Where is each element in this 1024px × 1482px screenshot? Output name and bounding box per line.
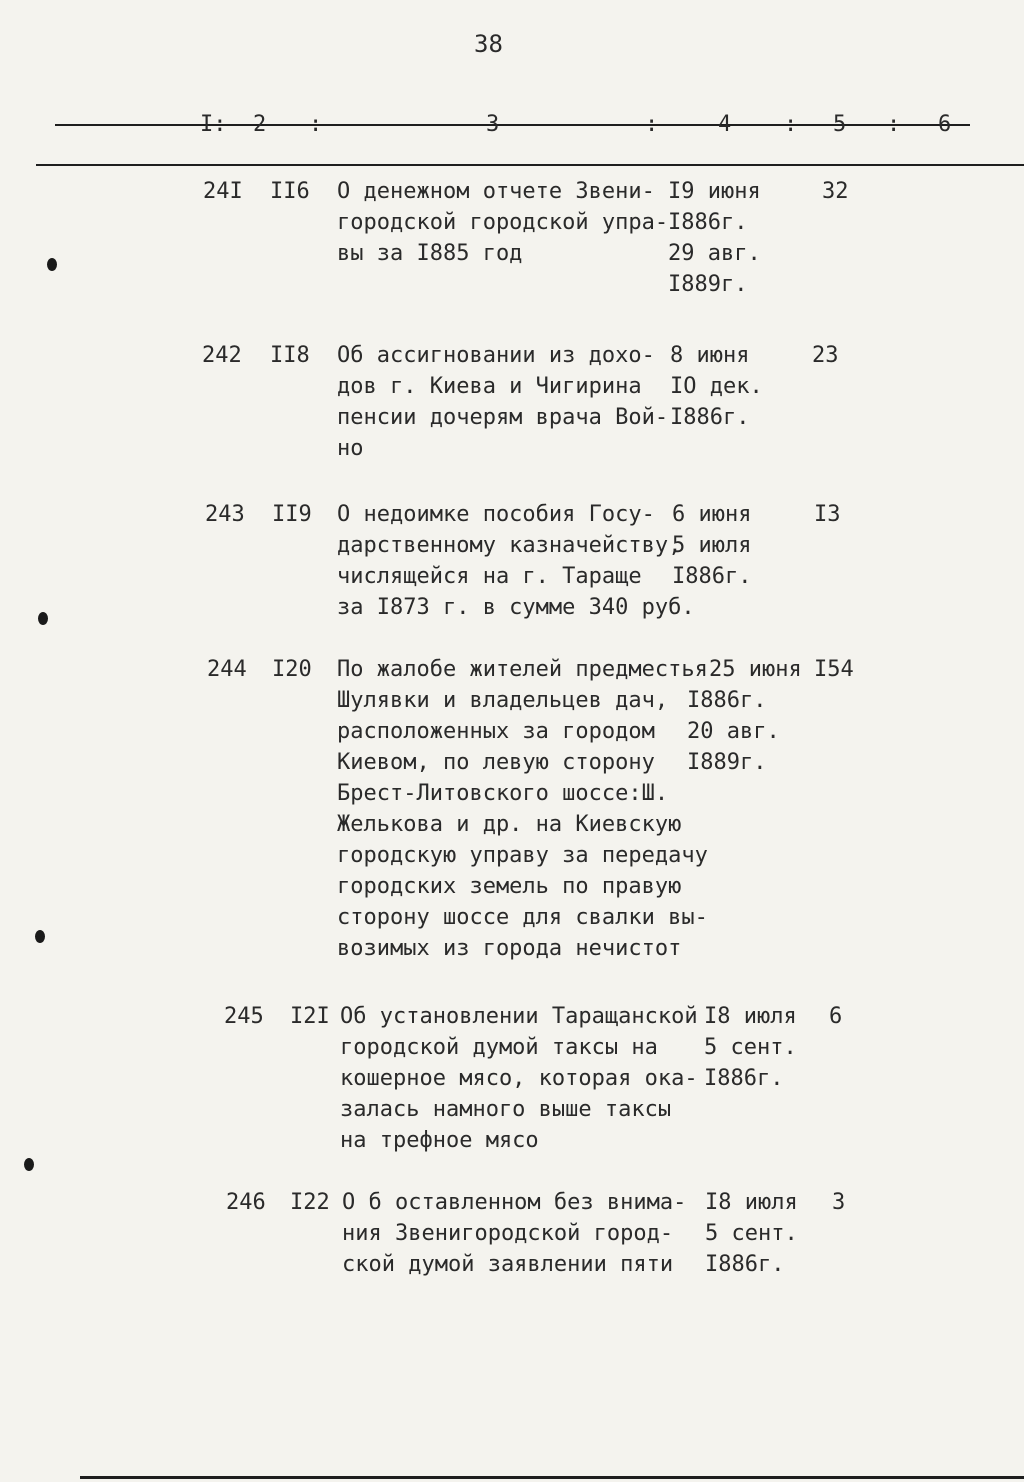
record-dates: [687, 654, 802, 778]
fond-number: I22: [290, 1190, 330, 1215]
column-separator: :: [309, 112, 323, 137]
description-line: ния Звенигородской город-: [342, 1221, 674, 1246]
description-line: По жалобе жителей предместья: [337, 657, 708, 682]
record-description: [337, 176, 668, 269]
date-line: IO дек.: [670, 374, 763, 399]
description-line: вы за I885 год: [337, 241, 523, 266]
column-header-1: I:: [200, 112, 227, 137]
description-line: Об ассигновании из дохо-: [337, 343, 655, 368]
fond-number: I20: [272, 657, 312, 682]
column-header-2: 2: [253, 112, 267, 137]
date-line: 8 июня: [670, 343, 750, 368]
record-number: 24I: [203, 179, 243, 204]
date-line: I886г.: [672, 564, 752, 589]
record-dates: [672, 499, 751, 592]
date-line: 25 июня: [709, 657, 802, 682]
date-line: I886г.: [705, 1252, 785, 1277]
description-line: Об установлении Таращанской: [340, 1004, 698, 1029]
description-line: городской думой таксы на: [340, 1035, 658, 1060]
description-line: городскую управу за передачу: [337, 843, 708, 868]
record-number: 243: [205, 502, 245, 527]
record-description: [337, 340, 668, 464]
record-dates: [704, 1001, 797, 1094]
sheet-count: 3: [832, 1190, 846, 1215]
record-dates: [670, 340, 763, 433]
description-line: Желькова и др. на Киевскую: [337, 812, 682, 837]
description-line: возимых из города нечистот: [337, 936, 682, 961]
record-dates: [668, 176, 761, 300]
fond-number: II6: [270, 179, 310, 204]
binding-hole-mark: [24, 1158, 34, 1171]
fond-number: II8: [270, 343, 310, 368]
sheet-count: 32: [822, 179, 849, 204]
record-description: [342, 1187, 686, 1280]
binding-hole-mark: [38, 612, 48, 625]
record-number: 245: [224, 1004, 264, 1029]
description-line: числящейся на г. Тараще: [337, 564, 642, 589]
description-line: Брест-Литовского шоссе:Ш.: [337, 781, 669, 806]
record-description: [340, 1001, 698, 1156]
description-line: О недоимке пособия Госу-: [337, 502, 655, 527]
column-header-4: 4: [718, 112, 732, 137]
header-bottom-rule: [36, 164, 1024, 166]
description-line: сторону шоссе для свалки вы-: [337, 905, 708, 930]
bottom-edge-line: [80, 1476, 1024, 1479]
record-description: [337, 499, 695, 623]
record-number: 242: [202, 343, 242, 368]
record-number: 246: [226, 1190, 266, 1215]
description-line: О б оставленном без внима-: [342, 1190, 687, 1215]
description-line: дарственному казначейству,: [337, 533, 682, 558]
binding-hole-mark: [35, 930, 45, 943]
date-line: I889г.: [668, 272, 748, 297]
date-line: 6 июня: [672, 502, 752, 527]
description-line: за I873 г. в сумме 340 руб.: [337, 595, 695, 620]
record-dates: [705, 1187, 798, 1280]
sheet-count: I3: [814, 502, 841, 527]
description-line: городской городской упра-: [337, 210, 669, 235]
date-line: I886г.: [687, 688, 767, 713]
sheet-count: 23: [812, 343, 839, 368]
description-line: Киевом, по левую сторону: [337, 750, 655, 775]
date-line: I886г.: [668, 210, 748, 235]
description-line: городских земель по правую: [337, 874, 682, 899]
description-line: Шулявки и владельцев дач,: [337, 688, 669, 713]
column-header-6: 6: [938, 112, 952, 137]
description-line: дов г. Киева и Чигирина: [337, 374, 642, 399]
binding-hole-mark: [47, 258, 57, 271]
date-line: I9 июня: [668, 179, 761, 204]
fond-number: I2I: [290, 1004, 330, 1029]
description-line: ской думой заявлении пяти: [342, 1252, 674, 1277]
description-line: залась намного выше таксы: [340, 1097, 672, 1122]
fond-number: II9: [272, 502, 312, 527]
record-description: [337, 654, 708, 964]
column-separator: :: [887, 112, 901, 137]
description-line: пенсии дочерям врача Вой-: [337, 405, 669, 430]
date-line: I886г.: [704, 1066, 784, 1091]
column-header-3: 3: [486, 112, 500, 137]
column-separator: :: [645, 112, 659, 137]
description-line: кошерное мясо, которая ока-: [340, 1066, 698, 1091]
sheet-count: 6: [829, 1004, 843, 1029]
date-line: I889г.: [687, 750, 767, 775]
description-line: расположенных за городом: [337, 719, 655, 744]
sheet-count: I54: [814, 657, 854, 682]
date-line: 5 июля: [672, 533, 752, 558]
date-line: I886г.: [670, 405, 750, 430]
date-line: 20 авг.: [687, 719, 780, 744]
column-header-5: 5: [833, 112, 847, 137]
description-line: но: [337, 436, 364, 461]
column-separator: :: [784, 112, 798, 137]
date-line: I8 июля: [704, 1004, 797, 1029]
date-line: 5 сент.: [705, 1221, 798, 1246]
date-line: I8 июля: [705, 1190, 798, 1215]
description-line: О денежном отчете Звени-: [337, 179, 655, 204]
description-line: на трефное мясо: [340, 1128, 539, 1153]
record-number: 244: [207, 657, 247, 682]
date-line: 29 авг.: [668, 241, 761, 266]
page-number: 38: [474, 30, 503, 58]
date-line: 5 сент.: [704, 1035, 797, 1060]
